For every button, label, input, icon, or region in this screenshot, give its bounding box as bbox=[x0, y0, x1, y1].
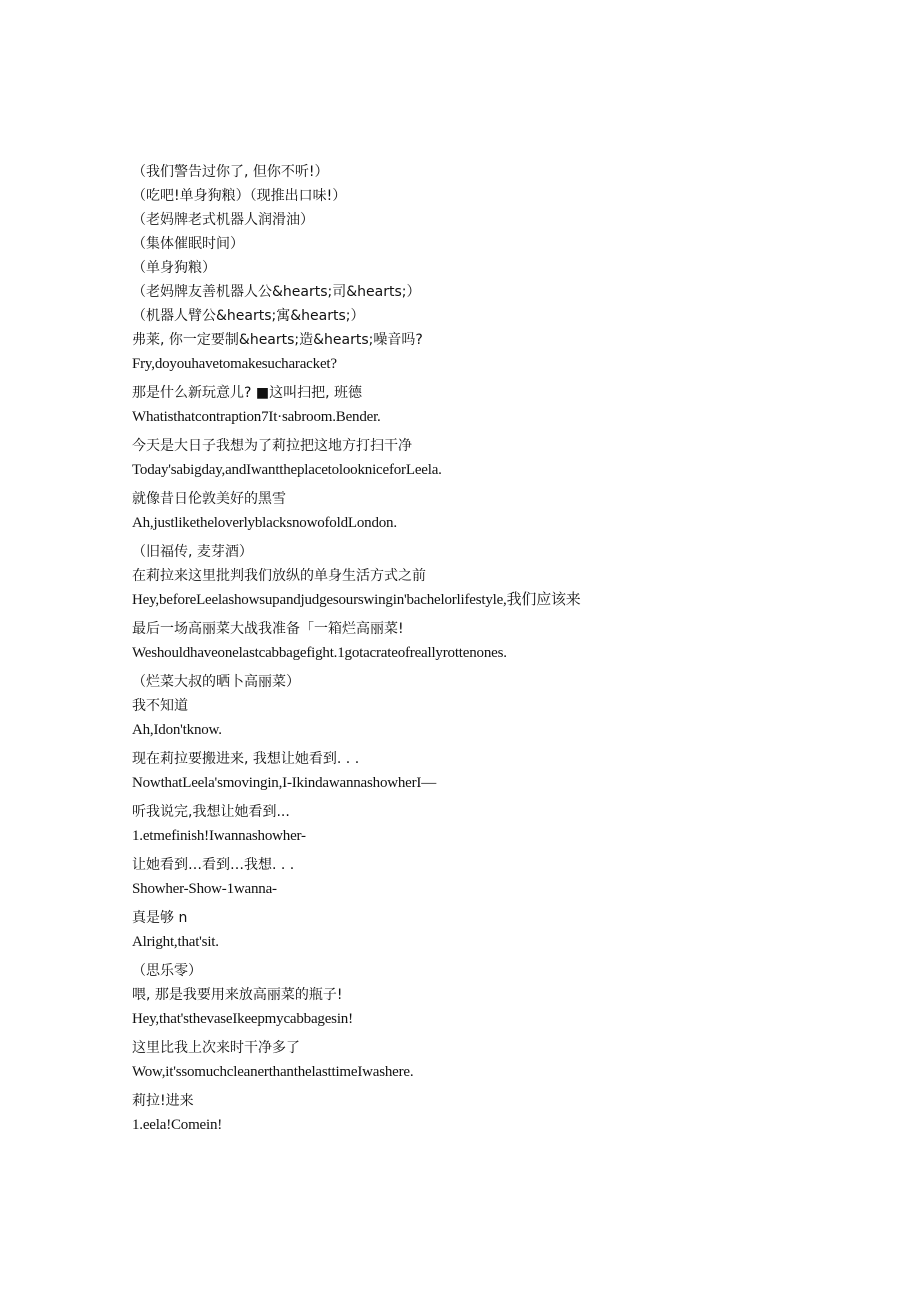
subtitle-line: Weshouldhaveonelastcabbagefight.1gotacrateofreallyrottenones. bbox=[132, 645, 507, 661]
subtitle-line: Wow,it'ssomuchcleanerthanthelasttimeIwashere. bbox=[132, 1064, 414, 1080]
subtitle-line: （旧福传, 麦芽酒） bbox=[132, 544, 253, 560]
subtitle-line: 1.eela!Comein! bbox=[132, 1117, 223, 1133]
subtitle-line: Whatisthatcontraption7It·sabroom.Bender. bbox=[132, 409, 381, 425]
subtitle-line: Today'sabigday,andIwanttheplacetolookniceforLeela. bbox=[132, 462, 442, 478]
subtitle-line: Ah,Idon'tknow. bbox=[132, 722, 222, 738]
subtitle-line: Hey,that'sthevaseIkeepmycabbagesin! bbox=[132, 1011, 353, 1027]
subtitle-lines bbox=[132, 160, 892, 1142]
subtitle-line: （我们警告过你了, 但你不听!） bbox=[132, 164, 329, 180]
subtitle-line: 真是够 n bbox=[132, 910, 188, 926]
subtitle-line: 莉拉!进来 bbox=[132, 1093, 194, 1109]
subtitle-line: （单身狗粮） bbox=[132, 260, 216, 276]
subtitle-line: Alright,that'sit. bbox=[132, 934, 219, 950]
subtitle-line: 1.etmefinish!Iwannashowher- bbox=[132, 828, 306, 844]
subtitle-line: Fry,doyouhavetomakesucharacket? bbox=[132, 356, 337, 372]
subtitle-line: 这里比我上次来时干净多了 bbox=[132, 1040, 300, 1056]
subtitle-line: 就像昔日伦敦美好的黑雪 bbox=[132, 491, 286, 507]
subtitle-line: 今天是大日子我想为了莉拉把这地方打扫干净 bbox=[132, 438, 412, 454]
subtitle-line: （烂菜大叔的晒卜高丽菜） bbox=[132, 674, 300, 690]
subtitle-line: （思乐零） bbox=[132, 963, 202, 979]
subtitle-line: 弗莱, 你一定要制&hearts;造&hearts;噪音吗? bbox=[132, 332, 423, 348]
subtitle-line: （集体催眠时间） bbox=[132, 236, 244, 252]
subtitle-line: （老妈牌友善机器人公&hearts;司&hearts;） bbox=[132, 284, 421, 300]
subtitle-line: 听我说完,我想让她看到... bbox=[132, 804, 290, 820]
subtitle-line: 现在莉拉要搬进来, 我想让她看到. . . bbox=[132, 751, 360, 767]
subtitle-line: 最后一场高丽菜大战我准备「一箱烂高丽菜! bbox=[132, 621, 404, 637]
subtitle-line: 让她看到…看到…我想. . . bbox=[132, 857, 295, 873]
subtitle-line: Hey,beforeLeelashowsupandjudgesourswingin'bachelorlifestyle,我们应该来 bbox=[132, 592, 581, 608]
subtitle-line: 那是什么新玩意儿? ■这叫扫把, 班德 bbox=[132, 385, 363, 401]
subtitle-line: （吃吧!单身狗粮）（现推出口味!） bbox=[132, 188, 347, 204]
subtitle-line: 我不知道 bbox=[132, 698, 188, 714]
subtitle-line: Ah,justliketheloverlyblacksnowofoldLondon. bbox=[132, 515, 397, 531]
subtitle-line: （机器人臂公&hearts;寓&hearts;） bbox=[132, 308, 365, 324]
subtitle-line: 在莉拉来这里批判我们放纵的单身生活方式之前 bbox=[132, 568, 426, 584]
subtitle-line: （老妈牌老式机器人润滑油） bbox=[132, 212, 314, 228]
subtitle-line: Showher-Show-1wanna- bbox=[132, 881, 277, 897]
subtitle-line: 喂, 那是我要用来放高丽菜的瓶子! bbox=[132, 987, 343, 1003]
subtitle-line: NowthatLeela'smovingin,I-IkindawannashowherI— bbox=[132, 775, 437, 791]
